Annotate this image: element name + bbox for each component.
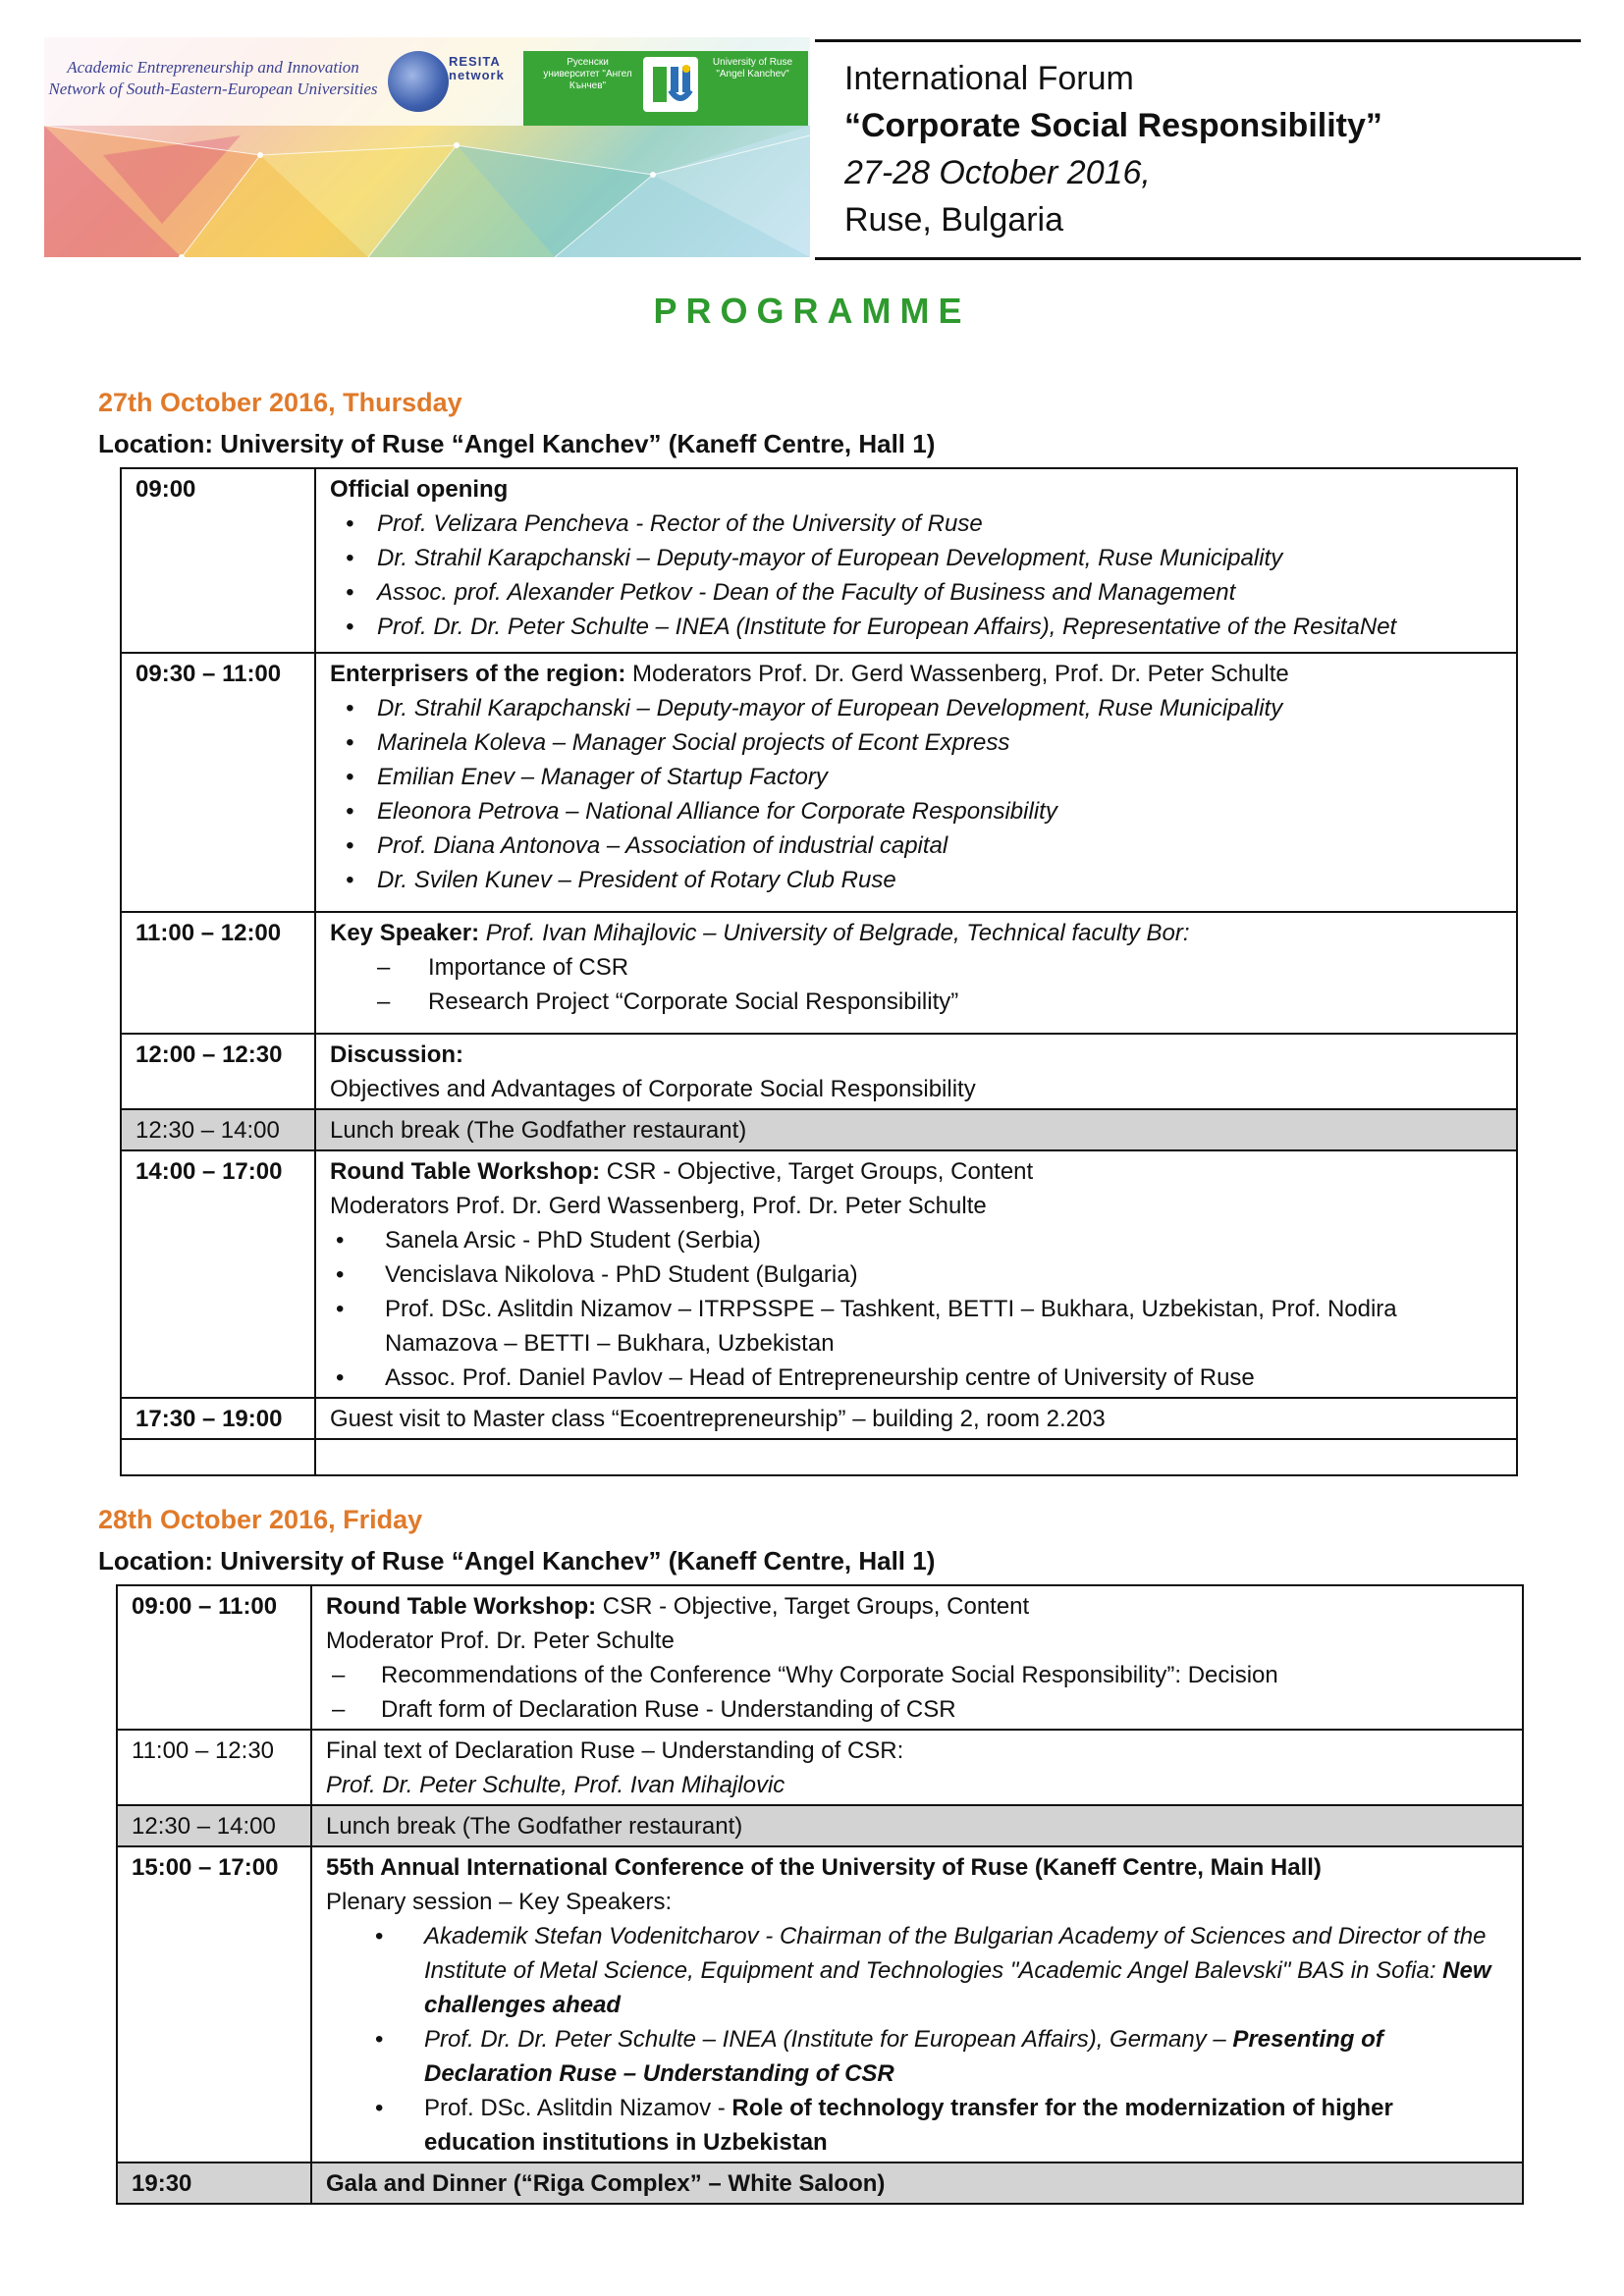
schedule-row-break: [117, 1805, 1523, 1846]
schedule-row-gala: [117, 2163, 1523, 2204]
session-cell: [311, 1730, 1523, 1805]
time-cell: 12:30 – 14:00: [121, 1109, 315, 1150]
schedule-row: [121, 468, 1517, 653]
day1-title: 27th October 2016, Thursday: [98, 388, 462, 417]
schedule-row: [121, 1150, 1517, 1398]
header-top-rule: [815, 39, 1581, 42]
event-dates: 27-28 October 2016,: [844, 154, 1151, 191]
speaker-list: [330, 507, 1502, 644]
list-item: • Vencislava Nikolova - PhD Student (Bulgaria): [336, 1261, 858, 1288]
time-cell: 15:00 – 17:00: [117, 1846, 311, 2163]
session-moderator: Moderator Prof. Dr. Peter Schulte: [326, 1628, 675, 1654]
day2-schedule-table: [116, 1584, 1524, 2205]
time-cell: 09:30 – 11:00: [121, 653, 315, 912]
session-cell: [315, 653, 1517, 912]
session-cell: Guest visit to Master class “Ecoentrepreneurship” – building 2, room 2.203: [315, 1398, 1517, 1439]
schedule-row: [121, 912, 1517, 1034]
list-item: • Prof. Diana Antonova – Association of industrial capital: [346, 832, 948, 859]
time-cell: 17:30 – 19:00: [121, 1398, 315, 1439]
event-info: [844, 55, 1571, 243]
list-item: • Prof. DSc. Aslitdin Nizamov – ITRPSSPE – Tashkent, BETTI – Bukhara, Uzbekistan, Prof. Nodira Namazova – BETTI – Bukhara, Uzbekistan: [336, 1296, 1397, 1357]
session-cell: Lunch break (The Godfather restaurant): [311, 1805, 1523, 1846]
session-subtitle: CSR - Objective, Target Groups, Content: [596, 1593, 1030, 1620]
session-heading: Round Table Workshop:: [326, 1593, 597, 1620]
session-heading: 55th Annual International Conference of the University of Ruse (Kaneff Centre, Main Hall): [326, 1854, 1322, 1881]
session-cell: [315, 1439, 1517, 1475]
day1-location: Location: University of Ruse “Angel Kanchev” (Kaneff Centre, Hall 1): [98, 429, 936, 458]
session-speakers: Prof. Dr. Peter Schulte, Prof. Ivan Mihajlovic: [326, 1772, 785, 1798]
schedule-row-break: [121, 1109, 1517, 1150]
day1-schedule-table: [120, 467, 1518, 1476]
speaker-list: [330, 691, 1502, 897]
session-heading: Official opening: [330, 476, 509, 503]
university-name-en: University of Ruse "Angel Kanchev": [712, 57, 793, 80]
session-heading: Key Speaker:: [330, 920, 480, 946]
list-item: • Marinela Koleva – Manager Social projects of Econt Express: [346, 729, 1010, 756]
list-item: – Draft form of Declaration Ruse - Understanding of CSR: [332, 1696, 956, 1723]
time-cell: 14:00 – 17:00: [121, 1150, 315, 1398]
event-type: International Forum: [844, 60, 1134, 97]
resita-globe-logo: [388, 51, 449, 112]
list-item: • Akademik Stefan Vodenitcharov - Chairman of the Bulgarian Academy of Sciences and Director of the Institute of Metal Science, Equipment and Technologies "Academic Angel Balevski" BAS in Sofia: New challenges ahead: [375, 1923, 1491, 2018]
key-speaker-list: [326, 1919, 1508, 2160]
event-place: Ruse, Bulgaria: [844, 201, 1064, 239]
time-cell: 12:30 – 14:00: [117, 1805, 311, 1846]
university-name-bg: Русенски университет "Ангел Кънчев": [543, 57, 632, 91]
list-item: • Sanela Arsic - PhD Student (Serbia): [336, 1227, 761, 1254]
key-speaker: Prof. Ivan Mihajlovic – University of Belgrade, Technical faculty Bor:: [479, 920, 1190, 946]
list-item: • Assoc. prof. Alexander Petkov - Dean of the Faculty of Business and Management: [346, 579, 1236, 606]
schedule-row: [117, 1585, 1523, 1730]
session-cell: Gala and Dinner (“Riga Complex” – White Saloon): [311, 2163, 1523, 2204]
session-cell: Lunch break (The Godfather restaurant): [315, 1109, 1517, 1150]
network-title: Academic Entrepreneurship and Innovation Network of South-Eastern-European Universities: [48, 58, 378, 98]
session-moderators: Moderators Prof. Dr. Gerd Wassenberg, Prof. Dr. Peter Schulte: [330, 1193, 987, 1219]
list-item: – Recommendations of the Conference “Why Corporate Social Responsibility”: Decision: [332, 1662, 1278, 1688]
list-item: • Dr. Svilen Kunev – President of Rotary Club Ruse: [346, 867, 896, 893]
schedule-row: [117, 1846, 1523, 2163]
day2-location: Location: University of Ruse “Angel Kanchev” (Kaneff Centre, Hall 1): [98, 1546, 936, 1575]
list-item: • Assoc. Prof. Daniel Pavlov – Head of Entrepreneurship centre of University of Ruse: [336, 1364, 1255, 1391]
time-cell: 09:00 – 11:00: [117, 1585, 311, 1730]
time-cell: 11:00 – 12:30: [117, 1730, 311, 1805]
session-subtitle: CSR - Objective, Target Groups, Content: [600, 1158, 1034, 1185]
session-heading: Enterprisers of the region:: [330, 661, 626, 687]
time-cell: 09:00: [121, 468, 315, 653]
session-cell: [315, 468, 1517, 653]
list-item: • Prof. DSc. Aslitdin Nizamov - Role of technology transfer for the modernization of higher education institutions in Uzbekistan: [375, 2095, 1393, 2156]
session-text: Objectives and Advantages of Corporate Social Responsibility: [330, 1076, 976, 1102]
forum-banner: [44, 37, 810, 257]
session-cell: [315, 1150, 1517, 1398]
time-cell: [121, 1439, 315, 1475]
participant-list: [330, 1223, 1502, 1395]
list-item: – Importance of CSR: [377, 954, 629, 981]
empty-row: [121, 1439, 1517, 1475]
session-cell: [315, 912, 1517, 1034]
schedule-row: [121, 1398, 1517, 1439]
session-cell: [311, 1846, 1523, 2163]
topic-list: [330, 950, 1502, 1019]
session-cell: [315, 1034, 1517, 1109]
day2-title: 28th October 2016, Friday: [98, 1505, 423, 1534]
list-item: • Prof. Velizara Pencheva - Rector of the University of Ruse: [346, 510, 983, 537]
list-item: – Research Project “Corporate Social Responsibility”: [377, 988, 959, 1015]
header-bottom-rule: [815, 257, 1581, 260]
time-cell: 11:00 – 12:00: [121, 912, 315, 1034]
session-heading: Round Table Workshop:: [330, 1158, 601, 1185]
schedule-row: [121, 1034, 1517, 1109]
list-item: • Dr. Strahil Karapchanski – Deputy-mayor of European Development, Ruse Municipality: [346, 695, 1283, 721]
plenary-label: Plenary session – Key Speakers:: [326, 1889, 673, 1915]
list-item: • Prof. Dr. Dr. Peter Schulte – INEA (Institute for European Affairs), Representative of the ResitaNet: [346, 614, 1397, 640]
schedule-row: [121, 653, 1517, 912]
resita-label: RESITA network: [449, 54, 505, 82]
list-item: • Prof. Dr. Dr. Peter Schulte – INEA (Institute for European Affairs), Germany – Presenting of Declaration Ruse – Understanding of CSR: [375, 2026, 1383, 2087]
university-ru-logo: [643, 57, 698, 112]
ru-logo-icon: [647, 61, 694, 108]
session-heading: Discussion:: [330, 1041, 464, 1068]
schedule-row: [117, 1730, 1523, 1805]
list-item: • Emilian Enev – Manager of Startup Factory: [346, 764, 828, 790]
list-item: • Dr. Strahil Karapchanski – Deputy-mayor of European Development, Ruse Municipality: [346, 545, 1283, 571]
university-logo-box: [523, 51, 808, 126]
list-item: • Eleonora Petrova – National Alliance for Corporate Responsibility: [346, 798, 1057, 825]
time-cell: 12:00 – 12:30: [121, 1034, 315, 1109]
session-text: Final text of Declaration Ruse – Understanding of CSR:: [326, 1737, 904, 1764]
session-cell: [311, 1585, 1523, 1730]
time-cell: 19:30: [117, 2163, 311, 2204]
event-title: “Corporate Social Responsibility”: [844, 107, 1382, 144]
programme-title: PROGRAMME: [653, 291, 971, 331]
topic-list: [326, 1658, 1508, 1727]
session-moderators: Moderators Prof. Dr. Gerd Wassenberg, Prof. Dr. Peter Schulte: [625, 661, 1289, 687]
